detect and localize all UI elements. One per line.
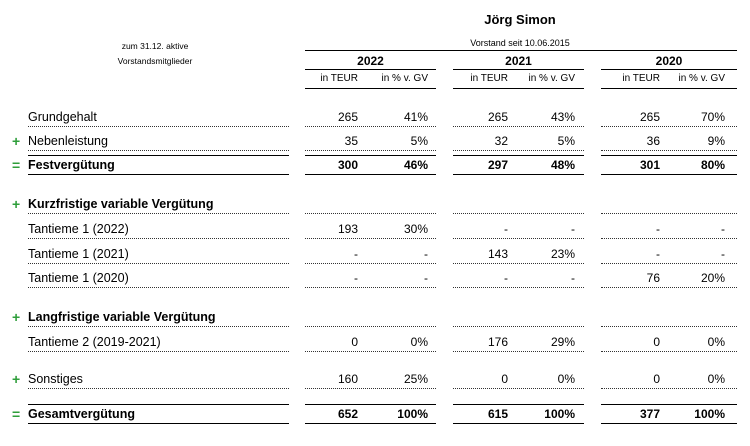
cell-rule: [305, 263, 436, 264]
row-label: Nebenleistung: [28, 134, 108, 148]
cell-percent: 5%: [557, 134, 575, 148]
cell-rule: [305, 423, 436, 424]
cell-teur: 193: [337, 222, 358, 236]
cell-rule: [453, 126, 584, 127]
cell-percent: 46%: [403, 158, 428, 172]
cell-rule: [305, 287, 436, 288]
cell-rule: [305, 238, 436, 239]
cell-percent: 0%: [557, 372, 575, 386]
cell-percent: -: [571, 271, 575, 285]
cell-rule: [453, 213, 584, 214]
row-rule: [28, 287, 289, 288]
unit-pct-label: in % v. GV: [381, 73, 428, 84]
cell-rule: [601, 213, 737, 214]
cell-teur: 0: [351, 335, 358, 349]
cell-rule: [305, 326, 436, 327]
role-note: Vorstand seit 10.06.2015: [470, 38, 570, 48]
unit-rule: [601, 88, 737, 89]
equals-sign-icon: =: [12, 406, 21, 422]
cell-rule: [453, 174, 584, 175]
cell-rule: [601, 238, 737, 239]
unit-abs-label: in TEUR: [470, 73, 508, 84]
year-header: 2020: [655, 54, 683, 68]
cell-teur: -: [656, 222, 660, 236]
cell-rule: [453, 351, 584, 352]
cell-rule: [453, 263, 584, 264]
cell-percent: 23%: [550, 247, 575, 261]
cell-percent: 29%: [550, 335, 575, 349]
cell-teur: 615: [487, 407, 508, 421]
cell-teur: 143: [487, 247, 508, 261]
cell-teur: 265: [487, 110, 508, 124]
cell-percent: 100%: [397, 407, 428, 421]
cell-percent: 9%: [707, 134, 725, 148]
cell-rule: [601, 287, 737, 288]
year-rule: [453, 69, 584, 70]
cell-rule: [305, 174, 436, 175]
cell-teur: 0: [501, 372, 508, 386]
cell-rule: [601, 423, 737, 424]
cell-percent: 0%: [410, 335, 428, 349]
cell-rule: [453, 287, 584, 288]
cell-rule: [305, 388, 436, 389]
year-header: 2021: [505, 54, 532, 68]
cell-percent: 100%: [694, 407, 725, 421]
cell-rule-top: [453, 155, 584, 156]
cell-rule-top: [305, 155, 436, 156]
cell-rule: [601, 263, 737, 264]
cell-percent: -: [424, 247, 428, 261]
row-rule: [28, 238, 289, 239]
row-rule: [28, 388, 289, 389]
cell-rule: [305, 213, 436, 214]
cell-teur: 377: [639, 407, 660, 421]
cell-percent: 0%: [707, 335, 725, 349]
cell-rule: [601, 351, 737, 352]
row-rule: [28, 126, 289, 127]
cell-rule: [305, 150, 436, 151]
cell-teur: 0: [653, 372, 660, 386]
year-header: 2022: [357, 54, 384, 68]
cell-rule: [453, 238, 584, 239]
unit-pct-label: in % v. GV: [528, 73, 575, 84]
cell-percent: 25%: [403, 372, 428, 386]
cell-rule-top: [601, 404, 737, 405]
cell-rule: [601, 326, 737, 327]
cell-teur: 265: [639, 110, 660, 124]
cell-percent: 100%: [544, 407, 575, 421]
row-rule: [28, 213, 289, 214]
row-rule: [28, 351, 289, 352]
cell-teur: 176: [487, 335, 508, 349]
cell-percent: -: [721, 222, 725, 236]
cell-teur: -: [504, 222, 508, 236]
cell-rule: [601, 388, 737, 389]
cell-teur: 301: [639, 158, 660, 172]
row-rule-top: [28, 404, 289, 405]
cell-percent: 41%: [403, 110, 428, 124]
header-rule: [305, 50, 737, 51]
cell-rule-top: [601, 155, 737, 156]
cell-rule: [305, 126, 436, 127]
cell-teur: -: [354, 247, 358, 261]
cell-teur: -: [354, 271, 358, 285]
cell-rule-top: [305, 404, 436, 405]
row-rule: [28, 174, 289, 175]
cell-percent: -: [571, 222, 575, 236]
left-header-line1: zum 31.12. aktive: [121, 41, 189, 51]
cell-percent: 70%: [700, 110, 725, 124]
cell-rule: [601, 126, 737, 127]
row-label: Tantieme 1 (2022): [28, 222, 129, 236]
cell-teur: 76: [646, 271, 660, 285]
cell-percent: 43%: [550, 110, 575, 124]
plus-sign-icon: +: [12, 309, 21, 325]
row-rule: [28, 150, 289, 151]
plus-sign-icon: +: [12, 133, 21, 149]
cell-percent: 0%: [707, 372, 725, 386]
cell-percent: 30%: [403, 222, 428, 236]
cell-percent: 80%: [700, 158, 725, 172]
row-label: Tantieme 1 (2020): [28, 271, 129, 285]
row-label: Kurzfristige variable Vergütung: [28, 197, 214, 211]
cell-percent: 20%: [700, 271, 725, 285]
cell-teur: -: [504, 271, 508, 285]
plus-sign-icon: +: [12, 371, 21, 387]
person-name: Jörg Simon: [484, 12, 556, 27]
cell-rule: [453, 326, 584, 327]
row-label: Tantieme 1 (2021): [28, 247, 129, 261]
row-label: Grundgehalt: [28, 110, 97, 124]
unit-abs-label: in TEUR: [622, 73, 660, 84]
unit-abs-label: in TEUR: [320, 73, 358, 84]
unit-rule: [305, 88, 436, 89]
cell-teur: 265: [337, 110, 358, 124]
cell-rule-top: [453, 404, 584, 405]
equals-sign-icon: =: [12, 157, 21, 173]
cell-teur: 300: [337, 158, 358, 172]
cell-teur: -: [656, 247, 660, 261]
cell-percent: 5%: [410, 134, 428, 148]
cell-rule: [453, 423, 584, 424]
row-rule: [28, 423, 289, 424]
cell-rule: [453, 388, 584, 389]
cell-teur: 0: [653, 335, 660, 349]
cell-rule: [305, 351, 436, 352]
row-rule-top: [28, 155, 289, 156]
row-rule: [28, 263, 289, 264]
cell-percent: -: [721, 247, 725, 261]
row-label: Langfristige variable Vergütung: [28, 310, 216, 324]
year-rule: [601, 69, 737, 70]
unit-rule: [453, 88, 584, 89]
row-label: Tantieme 2 (2019-2021): [28, 335, 161, 349]
year-rule: [305, 69, 436, 70]
cell-teur: 32: [494, 134, 508, 148]
row-label: Gesamtvergütung: [28, 407, 135, 421]
cell-rule: [453, 150, 584, 151]
row-label: Sonstiges: [28, 372, 83, 386]
cell-percent: -: [424, 271, 428, 285]
cell-teur: 36: [646, 134, 660, 148]
unit-pct-label: in % v. GV: [678, 73, 725, 84]
plus-sign-icon: +: [12, 196, 21, 212]
row-rule: [28, 326, 289, 327]
cell-rule: [601, 174, 737, 175]
cell-percent: 48%: [550, 158, 575, 172]
cell-teur: 297: [487, 158, 508, 172]
cell-teur: 652: [337, 407, 358, 421]
row-label: Festvergütung: [28, 158, 115, 172]
cell-teur: 160: [337, 372, 358, 386]
cell-teur: 35: [344, 134, 358, 148]
left-header-line2: Vorstandsmitglieder: [117, 56, 193, 66]
cell-rule: [601, 150, 737, 151]
